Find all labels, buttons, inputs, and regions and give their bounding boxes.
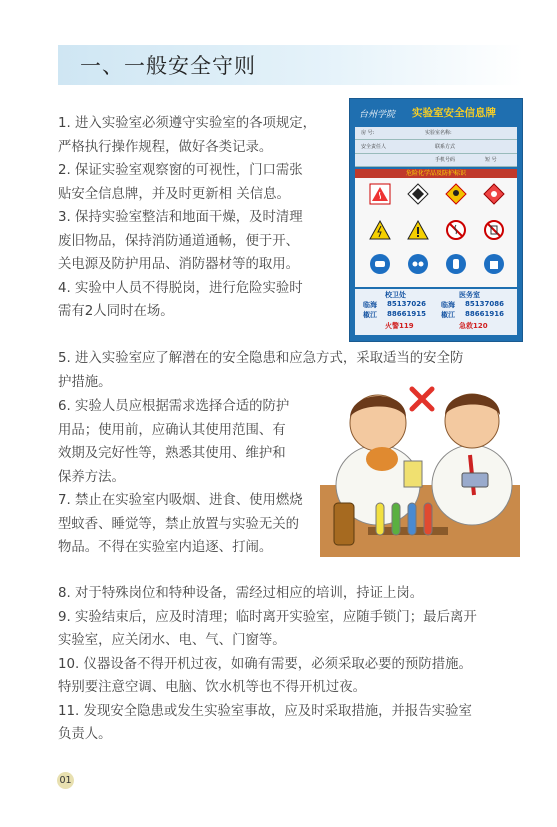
test-tube-red — [424, 503, 432, 535]
rule-10-line: 10. 仪器设备不得开机过夜，如确有需要，必须采取必要的预防措施。 — [58, 656, 472, 672]
poster-signs-bar: 危险化学品及防护标识 — [355, 169, 517, 178]
poster-info-row: 手机号码 短 号 — [355, 154, 517, 167]
rule-5-line: 5. 进入实验室应了解潜在的安全隐患和应急方式，采取适当的安全防 — [58, 351, 464, 366]
poster-info-table — [355, 127, 517, 167]
lab-students-illustration — [320, 375, 520, 557]
rule-2-line: 贴安全信息牌，并及时更新相 关信息。 — [58, 186, 290, 202]
bread-icon — [366, 447, 398, 471]
goggles-icon — [407, 253, 429, 275]
rule-4-line: 需有2人同时在场。 — [58, 304, 174, 319]
poster-logo: 台州学院 — [359, 110, 396, 120]
rule-6-line: 保养方法。 — [58, 469, 125, 485]
poster-title: 实验室安全信息牌 — [412, 107, 496, 119]
rule-6-line: 6. 实验人员应根据需求选择合适的防护 — [58, 399, 290, 414]
test-tube-green — [392, 503, 400, 535]
poster-phone-table: 校卫处 医务室 临海 85137026 临海 85137086 椒江 88661915 椒江 88661916 火警119 急救120 — [355, 289, 517, 335]
rules-block-4 — [58, 582, 528, 747]
poster-header — [354, 103, 518, 125]
rule-6-line: 效期及完好性等，熟悉其使用、维护和 — [58, 446, 286, 461]
mask-icon — [369, 253, 391, 275]
cup-icon — [404, 461, 422, 487]
rule-6-line: 用品；使用前，应确认其使用范围、有 — [58, 422, 286, 438]
rule-3-line: 关电源及防护用品、消防器材等的取用。 — [58, 257, 300, 272]
section-title: 一、一般安全守则 — [80, 54, 256, 78]
test-tube-yellow — [376, 503, 384, 535]
rule-10-line: 特别要注意空调、电脑、饮水机等也不得开机过夜。 — [58, 680, 366, 695]
flammable-icon — [369, 183, 391, 205]
rule-8-line: 8. 对于特殊岗位和特种设备，需经过相应的培训，持证上岗。 — [58, 586, 424, 601]
rule-3-line: 废旧物品，保持消防通道通畅，便于开、 — [58, 233, 300, 249]
rule-7-line: 型蚊香、睡觉等，禁止放置与实验无关的 — [58, 516, 300, 532]
rule-4-line: 4. 实验中人员不得脱岗，进行危险实验时 — [58, 280, 303, 296]
rule-9-line: 9. 实验结束后，应及时清理；临时离开实验室，应随手锁门；最后离开 — [58, 609, 477, 625]
caution-icon — [407, 219, 429, 241]
poster-signs-panel — [355, 169, 517, 287]
poster-info-row: 安全责任人 联系方式 — [355, 140, 517, 154]
safety-info-poster — [349, 98, 523, 342]
rule-11-line: 11. 发现安全隐患或发生实验室事故，应及时采取措施，并报告实验室 — [58, 703, 472, 719]
rule-5-line: 护措施。 — [58, 374, 112, 390]
prohibited-x-icon — [412, 389, 432, 409]
rule-2-line: 2. 保证实验室观察窗的可视性，门口需张 — [58, 163, 303, 178]
rules-block-3 — [58, 395, 318, 560]
rule-1-line: 1. 进入实验室必须遵守实验室的各项规定， — [58, 116, 317, 131]
no-fire-icon — [445, 219, 467, 241]
rule-7-line: 7. 禁止在实验室内吸烟、进食、使用燃烧 — [58, 493, 303, 508]
test-tube-blue — [408, 503, 416, 535]
page-number: 01 — [57, 772, 74, 789]
protective-wear-icon — [483, 253, 505, 275]
rule-7-line: 物品。不得在实验室内追逐、打闹。 — [58, 540, 273, 555]
corrosive-icon — [407, 183, 429, 205]
section-header — [58, 45, 523, 85]
poster-info-row: 房 号: 实验室名称: — [355, 127, 517, 140]
no-drink-icon — [483, 219, 505, 241]
rule-1-line: 严格执行操作规程，做好各类记录。 — [58, 139, 273, 155]
rule-11-line: 负责人。 — [58, 727, 112, 742]
toxic-icon — [445, 183, 467, 205]
explosive-icon — [483, 183, 505, 205]
phone-icon — [462, 473, 488, 487]
rule-3-line: 3. 保持实验室整洁和地面干燥，及时清理 — [58, 210, 303, 225]
electric-warning-icon — [369, 219, 391, 241]
gloves-icon — [445, 253, 467, 275]
rule-9-line: 实验室，应关闭水、电、气、门窗等。 — [58, 633, 286, 648]
bottle-icon — [334, 503, 354, 545]
rules-block-1 — [58, 112, 341, 324]
